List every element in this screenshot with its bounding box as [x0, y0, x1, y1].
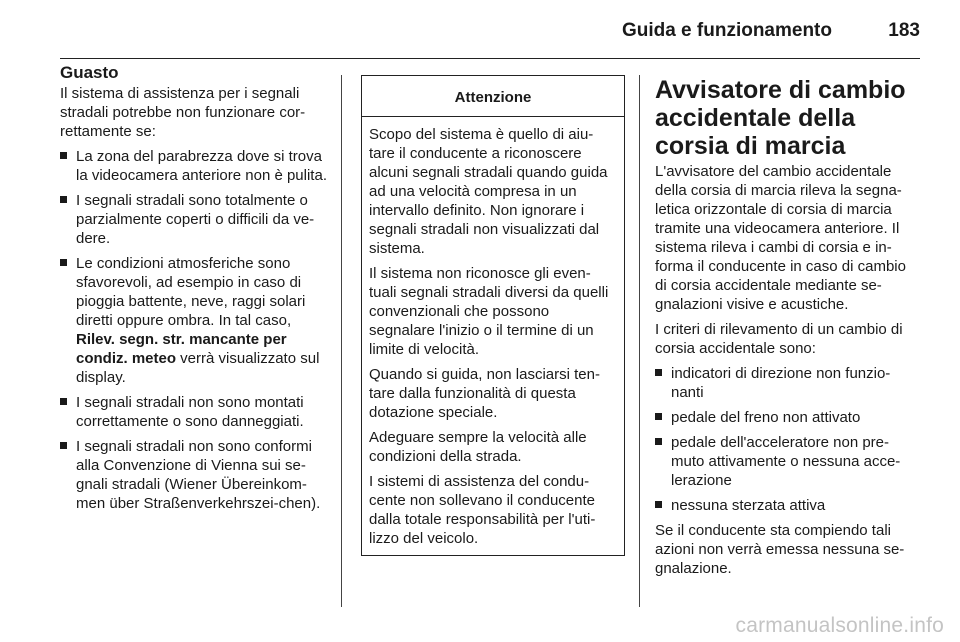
bullet-square-icon — [60, 442, 67, 449]
guasto-bullet-list — [60, 147, 328, 513]
bullet-square-icon — [60, 152, 67, 159]
lane-departure-intro: L'avvisatore del cambio accidentale della corsia di marcia rileva la segna-letica orizzontale di corsia di marcia tramite una videocamera anteriore. Il sistema rileva i cambi di corsia e in-forma il conducente in caso di cambio di corsia accidentale mediante se-gnalazioni visive e acustiche. — [655, 163, 906, 313]
section-heading-lane-departure: Avvisatore di cambio accidentale della corsia di marcia — [655, 76, 906, 160]
watermark: carmanualsonline.info — [735, 614, 944, 637]
guasto-intro: Il sistema di assistenza per i segnali stradali potrebbe non funzionare cor-rettamente se: — [60, 85, 306, 140]
list-item: indicatori di direzione non funzio-nanti — [655, 364, 921, 402]
left-column — [60, 62, 328, 513]
list-item: nessuna sterzata attiva — [655, 496, 921, 515]
warning-box — [361, 75, 625, 556]
bullet-square-icon — [655, 501, 662, 508]
bullet-square-icon — [655, 369, 662, 376]
right-column — [655, 76, 921, 578]
list-item: pedale dell'acceleratore non pre-muto attivamente o nessuna acce-lerazione — [655, 433, 921, 490]
bullet-square-icon — [60, 259, 67, 266]
list-item: I segnali stradali non sono montati correttamente o sono danneggiati. — [60, 393, 328, 431]
page-number: 183 — [888, 20, 920, 41]
warning-paragraph: Il sistema non riconosce gli even-tuali segnali stradali diversi da quelli convenzionali che possono segnalare l'inizio o il termine di un limite di velocità. — [369, 265, 609, 358]
criteria-bullet-list — [655, 364, 921, 515]
warning-paragraph: Adeguare sempre la velocità alle condizioni della strada. — [369, 429, 587, 465]
column-divider-left — [341, 75, 342, 607]
bullet-square-icon — [655, 438, 662, 445]
bullet-square-icon — [655, 413, 662, 420]
closing-paragraph: Se il conducente sta compiendo tali azioni non verrà emessa nessuna se-gnalazione. — [655, 522, 905, 577]
list-item: I segnali stradali non sono conformi alla Convenzione di Vienna sui se-gnali stradali (Wiener Übereinkom-men über Straßenverkehrszei-chen). — [60, 437, 328, 513]
bullet-square-icon — [60, 196, 67, 203]
list-item: Le condizioni atmosferiche sono sfavorevoli, ad esempio in caso di pioggia battente, neve, raggi solari diretti oppure ombra. In tal caso, Rilev. segn. str. mancante per condiz. meteo verrà visualizzato sul display. — [60, 254, 328, 387]
warning-body — [362, 117, 624, 555]
criteria-intro: I criteri di rilevamento di un cambio di corsia accidentale sono: — [655, 321, 903, 357]
display-message: Rilev. segn. str. mancante per condiz. meteo — [76, 331, 287, 367]
header-title: Guida e funzionamento — [621, 20, 832, 41]
warning-paragraph: Quando si guida, non lasciarsi ten-tare dalla funzionalità di questa dotazione speciale. — [369, 366, 600, 421]
section-heading-guasto: Guasto — [60, 63, 119, 82]
warning-paragraph: Scopo del sistema è quello di aiu-tare il conducente a riconoscere alcuni segnali stradali quando guida ad una velocità compresa in un intervallo definito. Non ignorare i segnali stradali non visualizzati dal sistema. — [369, 126, 608, 257]
page-header — [60, 0, 920, 59]
list-item: La zona del parabrezza dove si trova la videocamera anteriore non è pulita. — [60, 147, 328, 185]
bullet-square-icon — [60, 398, 67, 405]
warning-title: Attenzione — [362, 76, 624, 117]
list-item: I segnali stradali sono totalmente o parzialmente coperti o difficili da ve-dere. — [60, 191, 328, 248]
list-item: pedale del freno non attivato — [655, 408, 921, 427]
warning-paragraph: I sistemi di assistenza del condu-cente non sollevano il conducente dalla totale responsabilità per l'uti-lizzo del veicolo. — [369, 473, 596, 547]
column-divider-right — [639, 75, 640, 607]
